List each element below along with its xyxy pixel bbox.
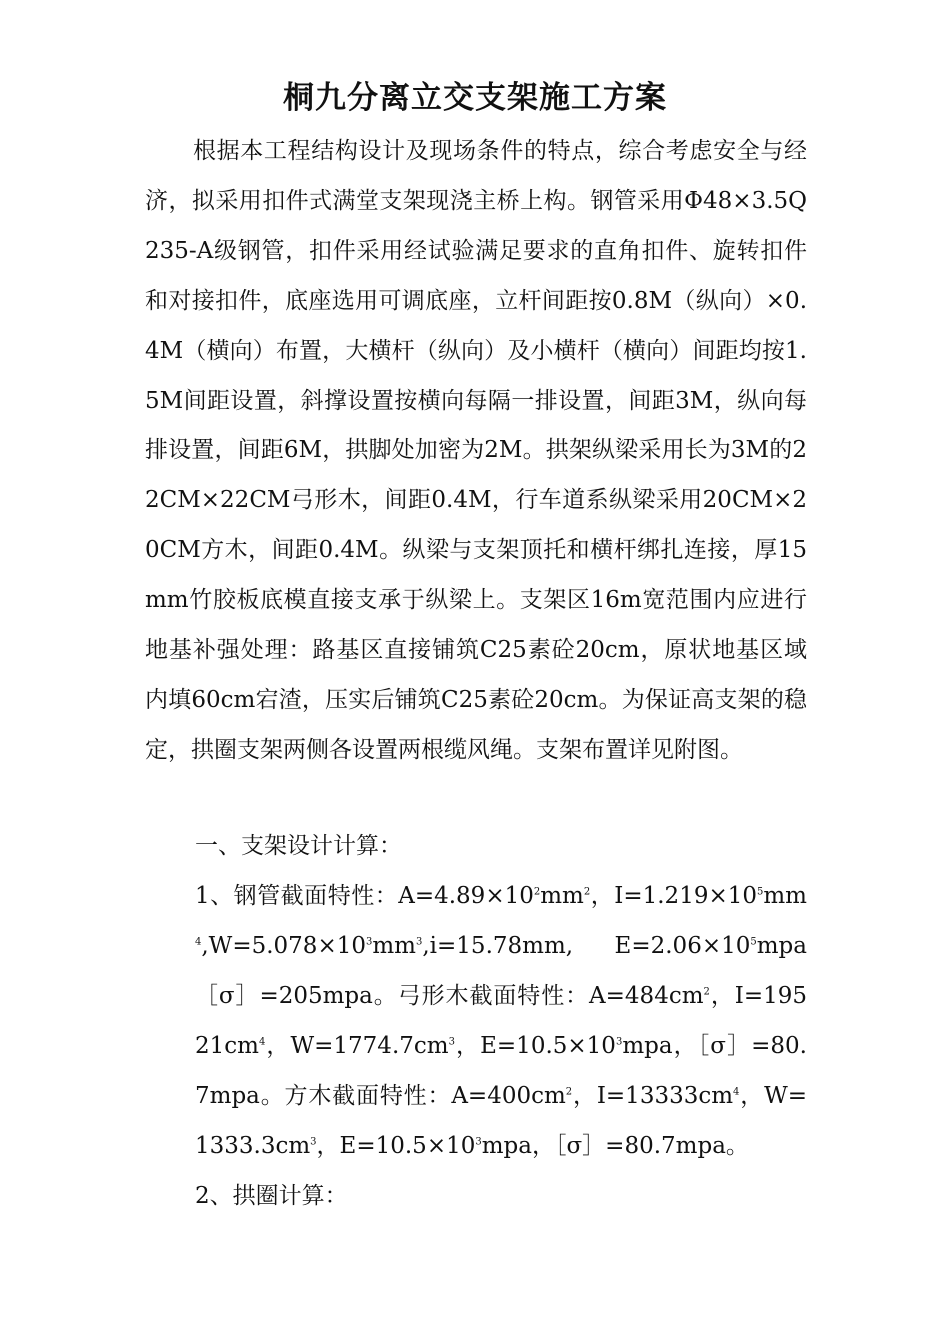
superscript: 2	[703, 986, 710, 998]
text-run: 1、钢管截面特性：A=4.89×10	[195, 883, 534, 909]
document-title: 桐九分离立交支架施工方案	[283, 80, 667, 116]
intro-section	[145, 127, 807, 776]
intro-paragraph: 根据本工程结构设计及现场条件的特点，综合考虑安全与经济，拟采用扣件式满堂支架现浇主桥上构。钢管采用Φ48×3.5Q235-A级钢管，扣件采用经试验满足要求的直角扣件、旋转扣件和对接扣件，底座选用可调底座，立杆间距按0.8M（纵向）×0.4M（横向）布置，大横杆（纵向）及小横杆（横向）间距均按1.5M间距设置，斜撑设置按横向每隔一排设置，间距3M，纵向每排设置，间距6M，拱脚处加密为2M。拱架纵梁采用长为3M的22CM×22CM弓形木，间距0.4M，行车道系纵梁采用20CM×20CM方木，间距0.4M。纵梁与支架顶托和横杆绑扎连接，厚15mm竹胶板底模直接支承于纵梁上。支架区16m宽范围内应进行地基补强处理：路基区直接铺筑C25素砼20cm，原状地基区域内填60cm宕渣，压实后铺筑C25素砼20cm。为保证高支架的稳定，拱圈支架两侧各设置两根缆风绳。支架布置详见附图。	[145, 138, 807, 763]
text-run: mm	[540, 883, 584, 909]
text-run: ，E=10.5×10	[454, 1032, 616, 1059]
text-run: ,i=15.78mm, E=2.06×10	[422, 932, 751, 959]
text-run: mpa，［σ］=80.7mpa。方木截面特性：A=400cm	[195, 1032, 807, 1109]
text-run: ，I=1.219×10	[590, 883, 757, 909]
superscript: 3	[310, 1135, 317, 1147]
superscript: 4	[195, 936, 202, 948]
text-run: ，E=10.5×10	[316, 1132, 476, 1159]
text-run: ，I=19521cm	[195, 982, 807, 1059]
superscript: 5	[757, 886, 764, 898]
text-run: mpa［σ］=205mpa。弓形木截面特性：A=484cm	[195, 932, 807, 1009]
text-run: mm	[372, 932, 416, 959]
superscript: 3	[615, 1036, 623, 1048]
superscript: 3	[448, 1036, 455, 1048]
superscript: 4	[258, 1036, 266, 1048]
text-run: ，I=13333cm	[572, 1082, 734, 1109]
superscript: 2	[533, 886, 541, 898]
section2-heading: 2、拱圈计算：	[195, 1183, 348, 1209]
superscript: 2	[565, 1085, 573, 1097]
superscript: 5	[750, 936, 757, 948]
text-run: mpa，［σ］=80.7mpa。	[481, 1132, 749, 1159]
superscript: 3	[365, 936, 373, 948]
superscript: 3	[415, 936, 423, 948]
text-run: mm	[763, 883, 807, 909]
text-run: ，W=1333.3cm	[195, 1082, 807, 1159]
text-run: ，W=1774.7cm	[265, 1032, 449, 1059]
superscript: 4	[733, 1085, 740, 1097]
superscript: 3	[475, 1135, 482, 1147]
text-run: ,W=5.078×10	[201, 932, 366, 959]
section1-item1	[195, 872, 807, 1171]
section1-heading: 一、支架设计计算：	[195, 833, 402, 859]
superscript: 2	[583, 886, 591, 898]
